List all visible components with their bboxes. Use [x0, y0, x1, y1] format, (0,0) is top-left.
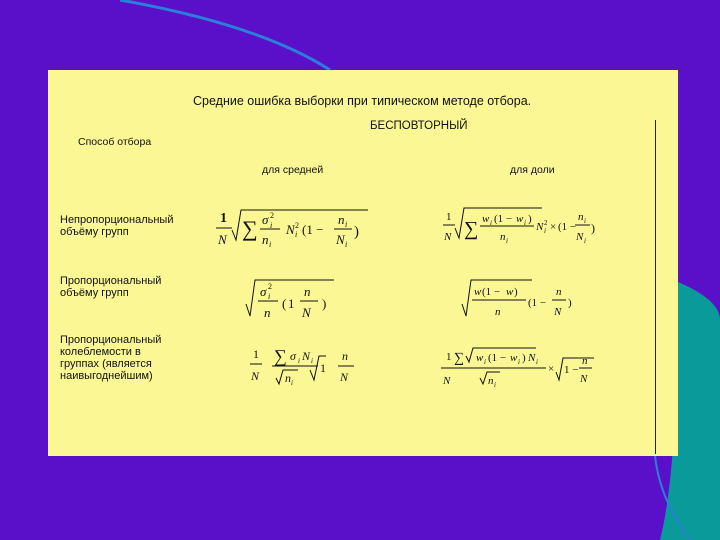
svg-text:N: N	[536, 221, 544, 233]
svg-text:i: i	[298, 357, 300, 365]
svg-text:n: n	[285, 371, 291, 385]
svg-text:(1 −: (1 −	[302, 222, 324, 237]
svg-text:(1 −: (1 −	[482, 286, 501, 298]
svg-text:1: 1	[253, 347, 259, 361]
svg-text:w: w	[516, 213, 524, 225]
svg-text:n: n	[342, 349, 348, 363]
svg-text:i: i	[584, 217, 586, 225]
svg-text:w: w	[510, 352, 518, 364]
svg-text:): )	[522, 352, 526, 364]
svg-text:∑: ∑	[242, 216, 258, 241]
svg-text:N: N	[554, 306, 562, 318]
svg-text:i: i	[269, 240, 272, 249]
column-header-mean: для средней	[262, 164, 324, 176]
slide-subtitle: БЕСПОВТОРНЫЙ	[370, 120, 468, 132]
svg-text:N: N	[576, 231, 584, 243]
column-divider	[655, 120, 656, 454]
svg-text:): )	[322, 296, 327, 311]
svg-text:N: N	[336, 232, 345, 247]
svg-text:n: n	[304, 284, 311, 299]
svg-text:n: n	[262, 232, 269, 247]
svg-text:i: i	[490, 219, 492, 227]
svg-text:i: i	[291, 379, 293, 387]
svg-text:∑: ∑	[274, 346, 287, 366]
svg-text:n: n	[582, 355, 588, 367]
svg-text:n: n	[488, 375, 494, 387]
svg-text:n: n	[338, 212, 345, 227]
svg-text:w: w	[476, 352, 484, 364]
svg-text:N: N	[580, 373, 588, 385]
svg-text:n: n	[578, 211, 584, 223]
svg-text:i: i	[584, 237, 586, 245]
row-label-proportional-size: Пропорциональный объёму групп	[60, 275, 162, 299]
svg-text:(1 −: (1 −	[558, 221, 577, 233]
svg-text:N: N	[528, 352, 536, 364]
svg-text:i: i	[311, 357, 313, 365]
svg-text:×: ×	[550, 221, 557, 233]
formula-mean-proportional-variation	[248, 340, 368, 390]
svg-text:1: 1	[220, 211, 227, 226]
svg-text:N: N	[444, 231, 452, 243]
svg-text:i: i	[270, 221, 273, 230]
svg-text:w: w	[474, 286, 482, 298]
svg-text:N: N	[218, 232, 227, 247]
row-label-nonproportional: Непропорциональный объёму групп	[60, 214, 174, 238]
svg-text:): )	[354, 224, 359, 240]
svg-text:2: 2	[270, 211, 274, 220]
svg-text:i: i	[518, 358, 520, 366]
svg-text:i: i	[544, 227, 546, 235]
svg-text:n: n	[495, 306, 501, 318]
svg-text:i: i	[268, 292, 271, 301]
svg-text:×: ×	[548, 363, 555, 375]
svg-text:2: 2	[295, 221, 299, 230]
svg-text:N: N	[340, 370, 349, 384]
svg-text:): )	[591, 221, 595, 235]
svg-text:(1 −: (1 −	[528, 297, 547, 309]
svg-text:i: i	[506, 237, 508, 245]
svg-text:i: i	[295, 230, 298, 239]
svg-text:∑: ∑	[454, 351, 464, 366]
svg-text:1 −: 1 −	[564, 364, 579, 376]
svg-text:i: i	[345, 220, 348, 229]
formula-share-nonproportional	[440, 204, 600, 250]
svg-text:N: N	[302, 305, 311, 320]
svg-text:2: 2	[544, 219, 548, 227]
formula-share-proportional-size	[460, 276, 580, 322]
svg-text:N: N	[286, 222, 295, 237]
svg-text:n: n	[556, 286, 562, 298]
svg-text:(1 −: (1 −	[488, 352, 507, 364]
svg-text:w: w	[482, 213, 490, 225]
svg-text:w: w	[506, 286, 514, 298]
column-header-method: Способ отбора	[78, 136, 152, 148]
svg-text:n: n	[264, 305, 271, 320]
svg-text:2: 2	[268, 282, 272, 291]
svg-text:): )	[568, 297, 572, 309]
svg-text:(1 −: (1 −	[494, 213, 513, 225]
svg-text:σ: σ	[260, 284, 267, 299]
svg-text:1: 1	[446, 351, 452, 363]
svg-text:): )	[514, 286, 518, 298]
svg-text:1: 1	[446, 211, 452, 223]
formula-share-proportional-variation	[438, 342, 598, 392]
formula-mean-proportional-size	[244, 276, 344, 322]
svg-text:i: i	[345, 240, 348, 249]
svg-text:σ: σ	[262, 212, 269, 227]
svg-text:N: N	[302, 349, 311, 363]
svg-text:∑: ∑	[464, 218, 479, 240]
svg-text:N: N	[251, 369, 260, 383]
formula-mean-nonproportional	[210, 204, 370, 250]
row-label-proportional-variation: Пропорциональный колеблемости в группах (является наивыгоднейшим)	[60, 334, 162, 382]
slide-title: Средние ошибка выборки при типическом методе отбора.	[193, 94, 532, 108]
svg-text:i: i	[494, 381, 496, 389]
svg-text:N: N	[443, 375, 451, 387]
svg-text:i: i	[484, 358, 486, 366]
svg-text:): )	[528, 213, 532, 225]
svg-text:i: i	[524, 219, 526, 227]
svg-text:n: n	[500, 231, 506, 243]
column-header-share: для доли	[510, 164, 555, 176]
svg-text:(: (	[282, 296, 287, 311]
svg-text:1: 1	[320, 361, 326, 375]
svg-text:i: i	[536, 358, 538, 366]
svg-text:1: 1	[288, 296, 295, 311]
content-panel	[48, 70, 678, 456]
svg-text:σ: σ	[290, 349, 296, 363]
